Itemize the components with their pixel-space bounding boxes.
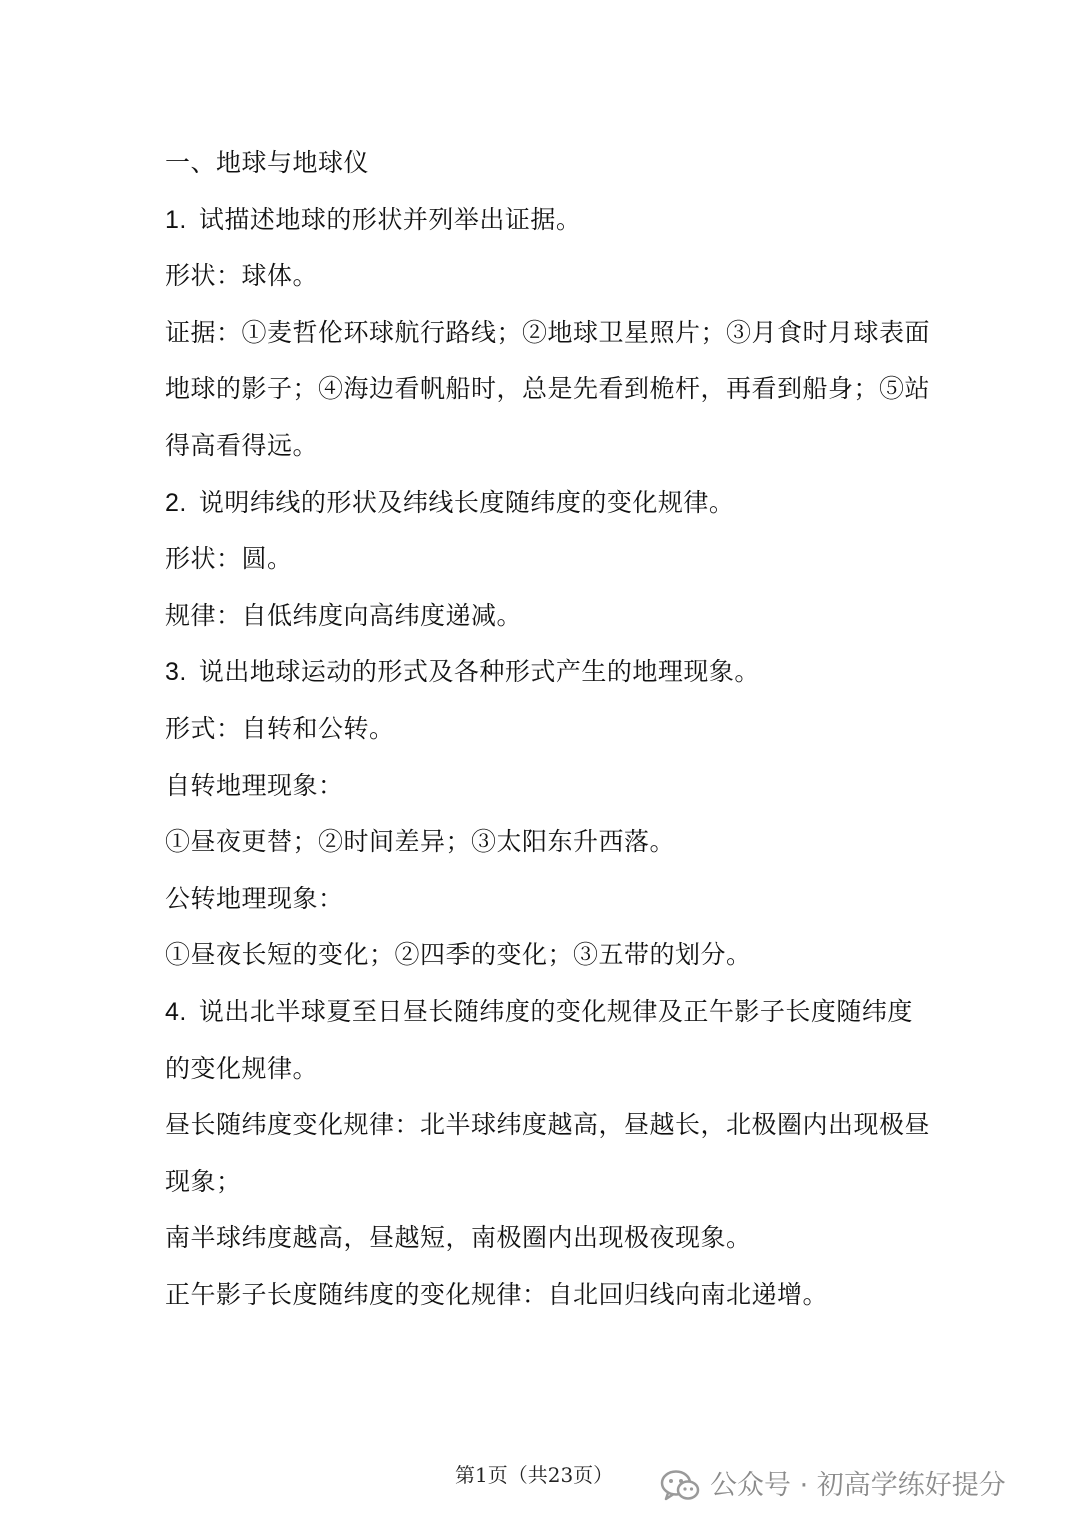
- line-text: ①昼夜长短的变化；②四季的变化；③五带的划分。: [165, 940, 752, 970]
- wechat-icon: [660, 1469, 700, 1503]
- question-1: [165, 192, 925, 249]
- line-text: 证据：①麦哲伦环球航行路线；②地球卫星照片；③月食时月球表面: [165, 317, 931, 347]
- line-text: 说出地球运动的形式及各种形式产生的地理现象。: [198, 657, 760, 687]
- question-2: [165, 475, 925, 532]
- answer-line: [165, 418, 925, 475]
- question-number: 4.: [165, 997, 187, 1026]
- answer-line: [165, 927, 925, 984]
- answer-line: [165, 758, 925, 815]
- line-text: 说出北半球夏至日昼长随纬度的变化规律及正午影子长度随纬度: [198, 996, 913, 1026]
- answer-line: [165, 361, 931, 418]
- line-text: 现象；: [165, 1166, 242, 1196]
- section-heading: [165, 135, 925, 192]
- question-number: 2.: [165, 488, 187, 517]
- answer-line: [165, 871, 925, 928]
- line-text: ①昼夜更替；②时间差异；③太阳东升西落。: [165, 827, 676, 857]
- answer-line: [165, 701, 925, 758]
- answer-line: [165, 531, 925, 588]
- line-text: 说明纬线的形状及纬线长度随纬度的变化规律。: [198, 487, 735, 517]
- question-4: [165, 984, 925, 1041]
- answer-line: [165, 248, 925, 305]
- answer-line: [165, 305, 931, 362]
- question-number: 3.: [165, 658, 187, 687]
- line-text: 规律：自低纬度向高纬度递减。: [165, 600, 523, 630]
- answer-line: [165, 588, 925, 645]
- line-text: 南半球纬度越高，昼越短，南极圈内出现极夜现象。: [165, 1223, 752, 1253]
- answer-line: [165, 1097, 931, 1154]
- line-text: 自转地理现象：: [165, 770, 344, 800]
- document-content: [165, 135, 931, 1323]
- answer-line: [165, 1154, 925, 1211]
- question-number: 1.: [165, 205, 187, 234]
- line-text: 形状：球体。: [165, 261, 319, 291]
- line-text: 昼长随纬度变化规律：北半球纬度越高，昼越长，北极圈内出现极昼: [165, 1110, 931, 1140]
- line-text: 形式：自转和公转。: [165, 713, 395, 743]
- page-number: 第1页（共23页）: [455, 1463, 614, 1487]
- answer-line: [165, 1267, 925, 1324]
- line-text: 一、地球与地球仪: [165, 148, 370, 177]
- watermark: [660, 1466, 1006, 1506]
- line-text: 得高看得远。: [165, 430, 319, 460]
- question-line: [165, 1041, 925, 1098]
- question-3: [165, 644, 925, 701]
- line-text: 公转地理现象：: [165, 883, 344, 913]
- line-text: 形状：圆。: [165, 544, 293, 574]
- line-text: 的变化规律。: [165, 1053, 319, 1083]
- watermark-text: 公众号 · 初高学练好提分: [710, 1470, 1006, 1501]
- line-text: 试描述地球的形状并列举出证据。: [198, 204, 582, 234]
- line-text: 地球的影子；④海边看帆船时，总是先看到桅杆，再看到船身；⑤站: [165, 374, 931, 404]
- answer-line: [165, 814, 925, 871]
- line-text: 正午影子长度随纬度的变化规律：自北回归线向南北递增。: [165, 1279, 829, 1309]
- answer-line: [165, 1210, 925, 1267]
- page-footer: [0, 1458, 1080, 1501]
